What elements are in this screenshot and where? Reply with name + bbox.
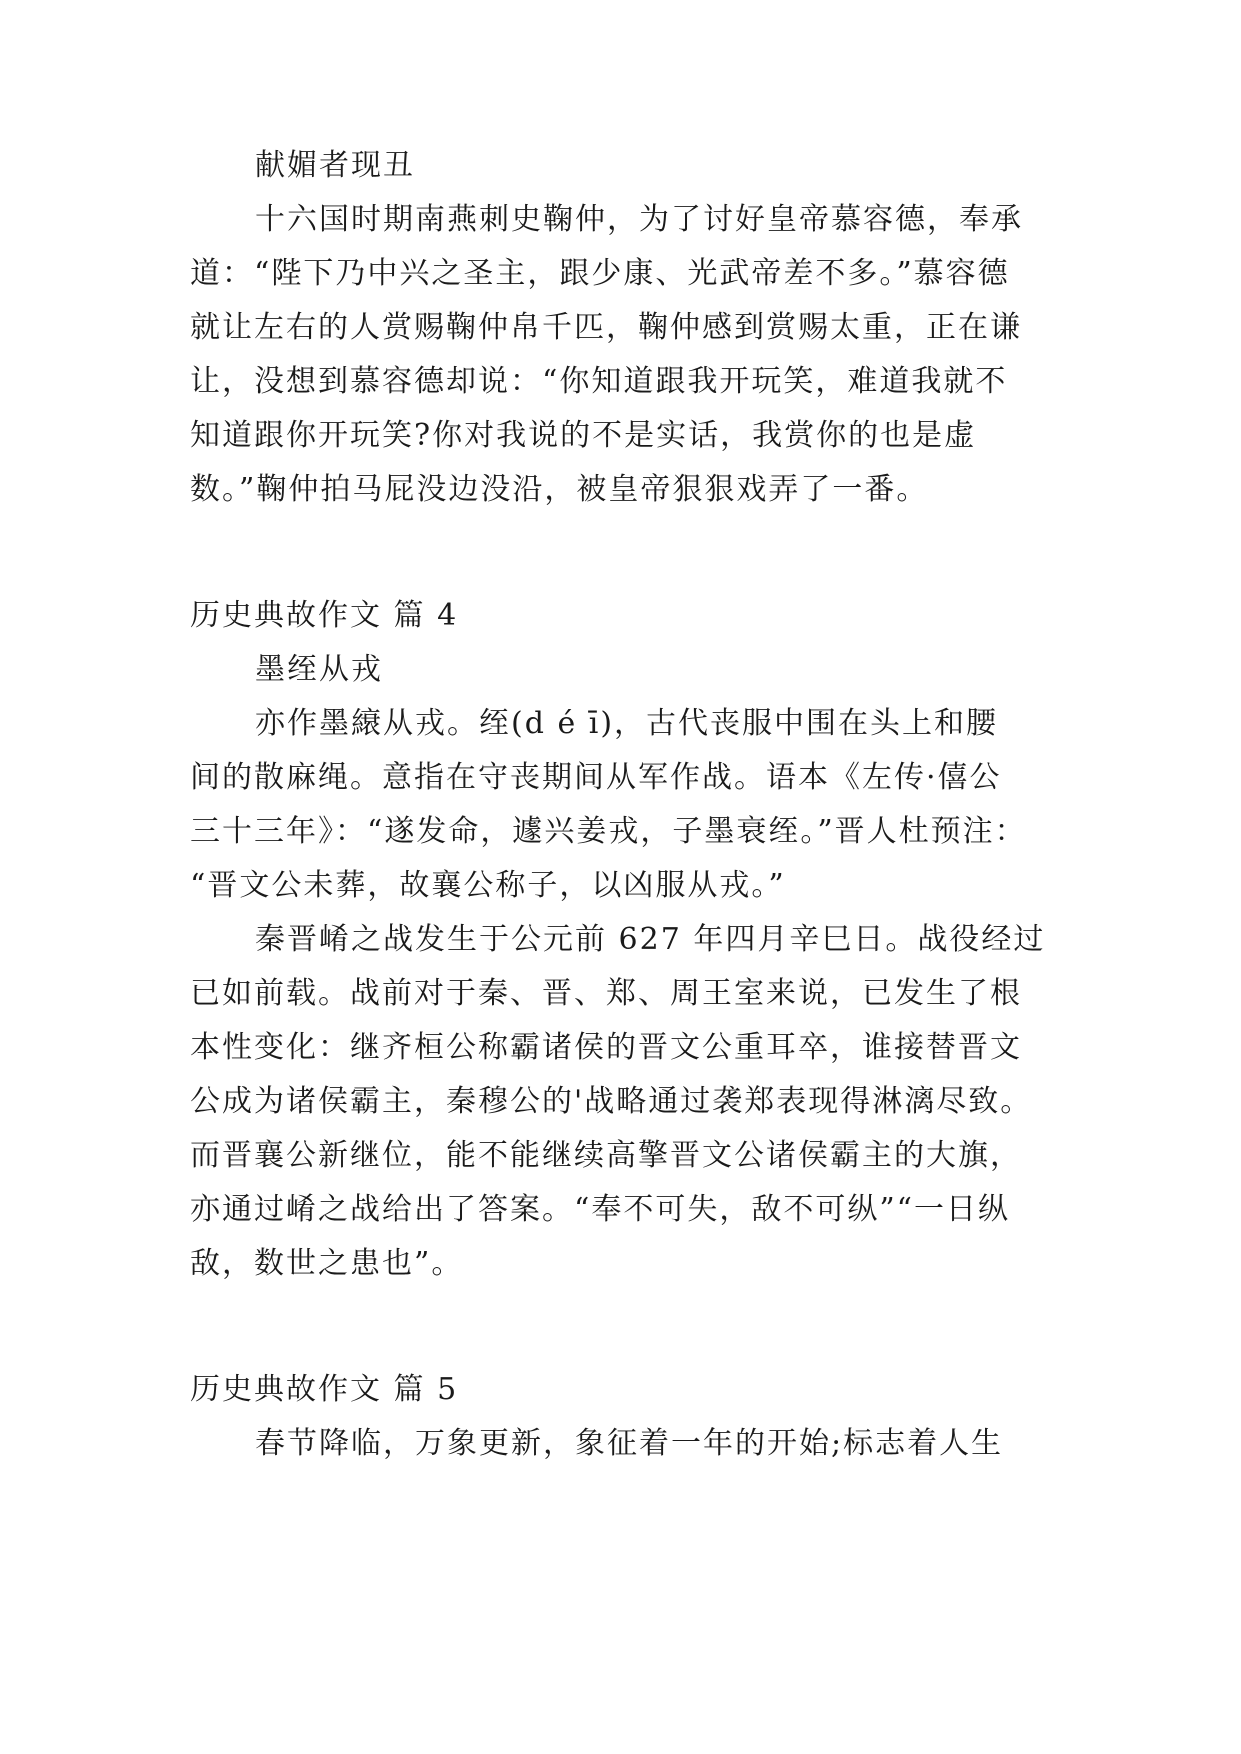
paragraph-line: 就让左右的人赏赐鞠仲帛千匹，鞠仲感到赏赐太重，正在谦	[190, 310, 1022, 345]
paragraph-line: 本性变化：继齐桓公称霸诸侯的晋文公重耳卒，谁接替晋文	[190, 1030, 1022, 1065]
section-heading: 历史典故作文 篇 5	[190, 1372, 459, 1407]
paragraph-line: 三十三年》：“遂发命，遽兴姜戎，子墨衰绖。”晋人杜预注：	[190, 814, 1027, 849]
paragraph-line: “晋文公未葬，故襄公称子，以凶服从戎。”	[190, 868, 786, 903]
paragraph-line: 十六国时期南燕刺史鞠仲，为了讨好皇帝慕容德，奉承	[255, 202, 1023, 237]
paragraph-line: 而晋襄公新继位，能不能继续高擎晋文公诸侯霸主的大旗，	[190, 1138, 1022, 1173]
paragraph-line: 春节降临，万象更新，象征着一年的开始;标志着人生	[255, 1426, 1004, 1461]
paragraph-line: 秦晋崤之战发生于公元前 627 年四月辛巳日。战役经过	[255, 922, 1046, 957]
story-title: 献媚者现丑	[255, 148, 415, 183]
story-title: 墨绖从戎	[255, 652, 383, 687]
paragraph-line: 让，没想到慕容德却说：“你知道跟我开玩笑，难道我就不	[190, 364, 1008, 399]
paragraph-line: 亦作墨縗从戎。绖(d é ī)，古代丧服中围在头上和腰	[255, 706, 999, 741]
section-heading: 历史典故作文 篇 4	[190, 598, 459, 633]
paragraph-line: 敌，数世之患也”。	[190, 1246, 464, 1281]
paragraph-line: 亦通过崤之战给出了答案。“奉不可失，敌不可纵”“一日纵	[190, 1192, 1011, 1227]
paragraph-line: 道：“陛下乃中兴之圣主，跟少康、光武帝差不多。”慕容德	[190, 256, 1010, 291]
paragraph-line: 公成为诸侯霸主，秦穆公的'战略通过袭郑表现得淋漓尽致。	[190, 1084, 1033, 1119]
paragraph-line: 间的散麻绳。意指在守丧期间从军作战。语本《左传·僖公	[190, 760, 1002, 795]
paragraph-line: 已如前载。战前对于秦、晋、郑、周王室来说，已发生了根	[190, 976, 1022, 1011]
paragraph-line: 知道跟你开玩笑?你对我说的不是实话，我赏你的也是虚	[190, 418, 977, 453]
paragraph-line: 数。”鞠仲拍马屁没边没沿，被皇帝狠狠戏弄了一番。	[190, 472, 929, 507]
